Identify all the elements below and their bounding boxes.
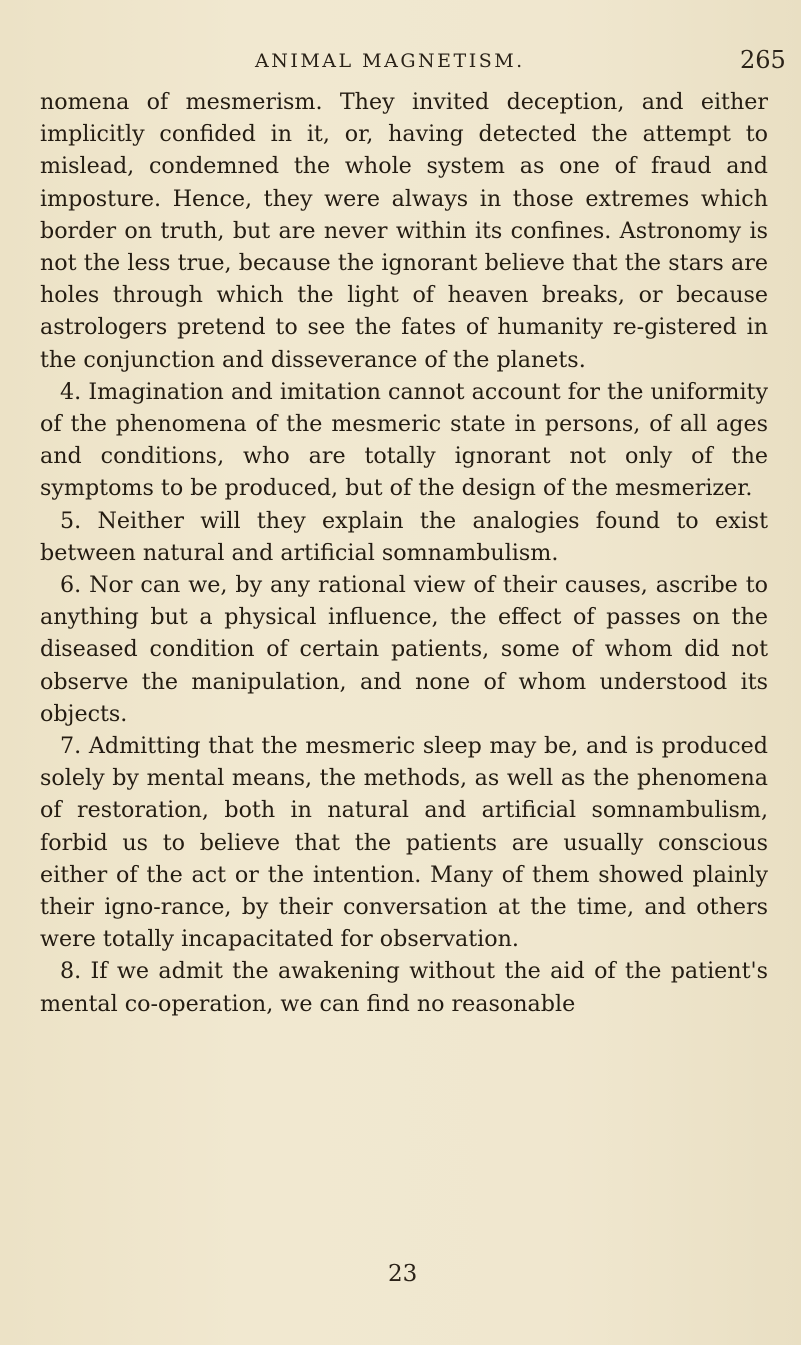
signature-mark: 23 [388,1261,418,1287]
paragraph-4: 4. Imagination and imitation cannot account for the uniformity of the phenomena of the mesmeric state in persons, of all ages and conditions, who are totally ignorant not only of the symptoms to be produced, but of the design of the mesmerizer. [40,378,768,502]
running-title: ANIMAL MAGNETISM. [255,50,525,72]
paragraph-continuation: nomena of mesmerism. They invited deception, and either implicitly confided in it, or, having detected the attempt to mislead, condemned the whole system as one of fraud and imposture. Hence, they were always in those extremes which border on truth, but are never within its confines. Astronomy is not the less true, because the ignorant believe that the stars are holes through which the light of heaven breaks, or because astrologers pretend to see the fates of humanity re-gistered in the conjunction and disseverance of the planets. [40,89,768,373]
paragraph-5: 5. Neither will they explain the analogies found to exist between natural and artificial somnambulism. [40,507,768,566]
paragraph-8: 8. If we admit the awakening without the aid of the patient's mental co-operation, we can find no reasonable [40,958,768,1017]
paragraph-6: 6. Nor can we, by any rational view of their causes, ascribe to anything but a physical influence, the effect of passes on the diseased condition of certain patients, some of whom did not observe the manipulation, and none of whom understood its objects. [40,572,768,727]
body-text [40,86,768,1020]
page-number: 265 [740,46,786,74]
paragraph-7: 7. Admitting that the mesmeric sleep may be, and is produced solely by mental means, the methods, as well as the phenomena of restoration, both in natural and artificial somnambulism, forbid us to believe that the patients are usually conscious either of the act or the intention. Many of them showed plainly their igno-rance, by their conversation at the time, and others were totally incapacitated for observation. [40,733,768,953]
